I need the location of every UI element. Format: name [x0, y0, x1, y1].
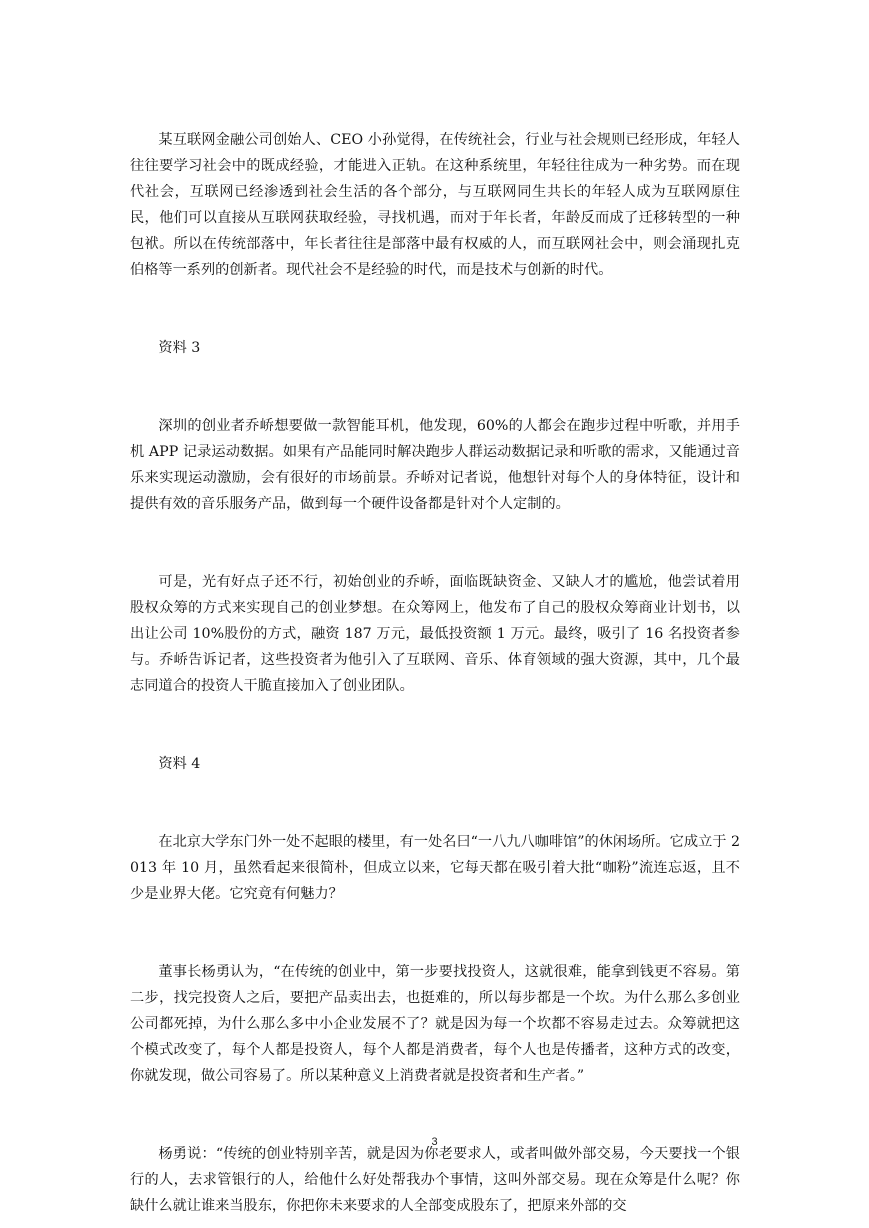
page-number: 3	[431, 1136, 438, 1148]
section-heading-material-4: 资料 4	[158, 756, 201, 772]
section-heading-material-3: 资料 3	[158, 340, 201, 356]
document-body	[130, 127, 740, 1219]
paragraph-yangyong-quote: 杨勇说：“传统的创业特别辛苦，就是因为你老要求人，或者叫做外部交易，今天要找一个银行的人，去求管银行的人，给他什么好处帮我办个事情，这叫外部交易。现在众筹是什么呢？你缺什么就让谁来当股东，你把你未来要求的人全部变成股东了，把原来外部的交	[130, 1146, 740, 1214]
paragraph-smart-earphone: 深圳的创业者乔峤想要做一款智能耳机，他发现，60%的人都会在跑步过程中听歌，并用手机 APP 记录运动数据。如果有产品能同时解决跑步人群运动数据记录和听歌的需求，又能通过音乐来实现运动激励，会有很好的市场前景。乔峤对记者说，他想针对每个人的身体特征，设计和提供有效的音乐服务产品，做到每一个硬件设备都是针对个人定制的。	[130, 418, 740, 512]
paragraph-equity-crowdfunding: 可是，光有好点子还不行，初始创业的乔峤，面临既缺资金、又缺人才的尴尬，他尝试着用股权众筹的方式来实现自己的创业梦想。在众筹网上，他发布了自己的股权众筹商业计划书，以出让公司 10%股份的方式，融资 187 万元，最低投资额 1 万元。最终，吸引了 16 名投资者参与。乔峤告诉记者，这些投资者为他引入了互联网、音乐、体育领域的强大资源，其中，几个最志同道合的投资人干脆直接加入了创业团队。	[130, 574, 740, 694]
paragraph-ceo-xiaosun: 某互联网金融公司创始人、CEO 小孙觉得，在传统社会，行业与社会规则已经形成，年轻人往往要学习社会中的既成经验，才能进入正轨。在这种系统里，年轻往往成为一种劣势。而在现代社会，互联网已经渗透到社会生活的各个部分，与互联网同生共长的年轻人成为互联网原住民，他们可以直接从互联网获取经验，寻找机遇，而对于年长者，年龄反而成了迁移转型的一种包袱。所以在传统部落中，年长者往往是部落中最有权威的人，而互联网社会中，则会涌现扎克伯格等一系列的创新者。现代社会不是经验的时代，而是技术与创新的时代。	[130, 132, 740, 278]
paragraph-chairman-yangyong: 董事长杨勇认为，“在传统的创业中，第一步要找投资人，这就很难，能拿到钱更不容易。第二步，找完投资人之后，要把产品卖出去，也挺难的，所以每步都是一个坎。为什么那么多创业公司都死掉，为什么那么多中小企业发展不了？就是因为每一个坎都不容易走过去。众筹就把这个模式改变了，每个人都是投资人，每个人都是消费者，每个人也是传播者，这种方式的改变，你就发现，做公司容易了。所以某种意义上消费者就是投资者和生产者。”	[130, 964, 740, 1084]
paragraph-1898-cafe: 在北京大学东门外一处不起眼的楼里，有一处名曰“一八九八咖啡馆”的休闲场所。它成立于 2013 年 10 月，虽然看起来很简朴，但成立以来，它每天都在吸引着大批“咖粉”流连忘返，且不少是业界大佬。它究竟有何魅力？	[130, 834, 740, 902]
